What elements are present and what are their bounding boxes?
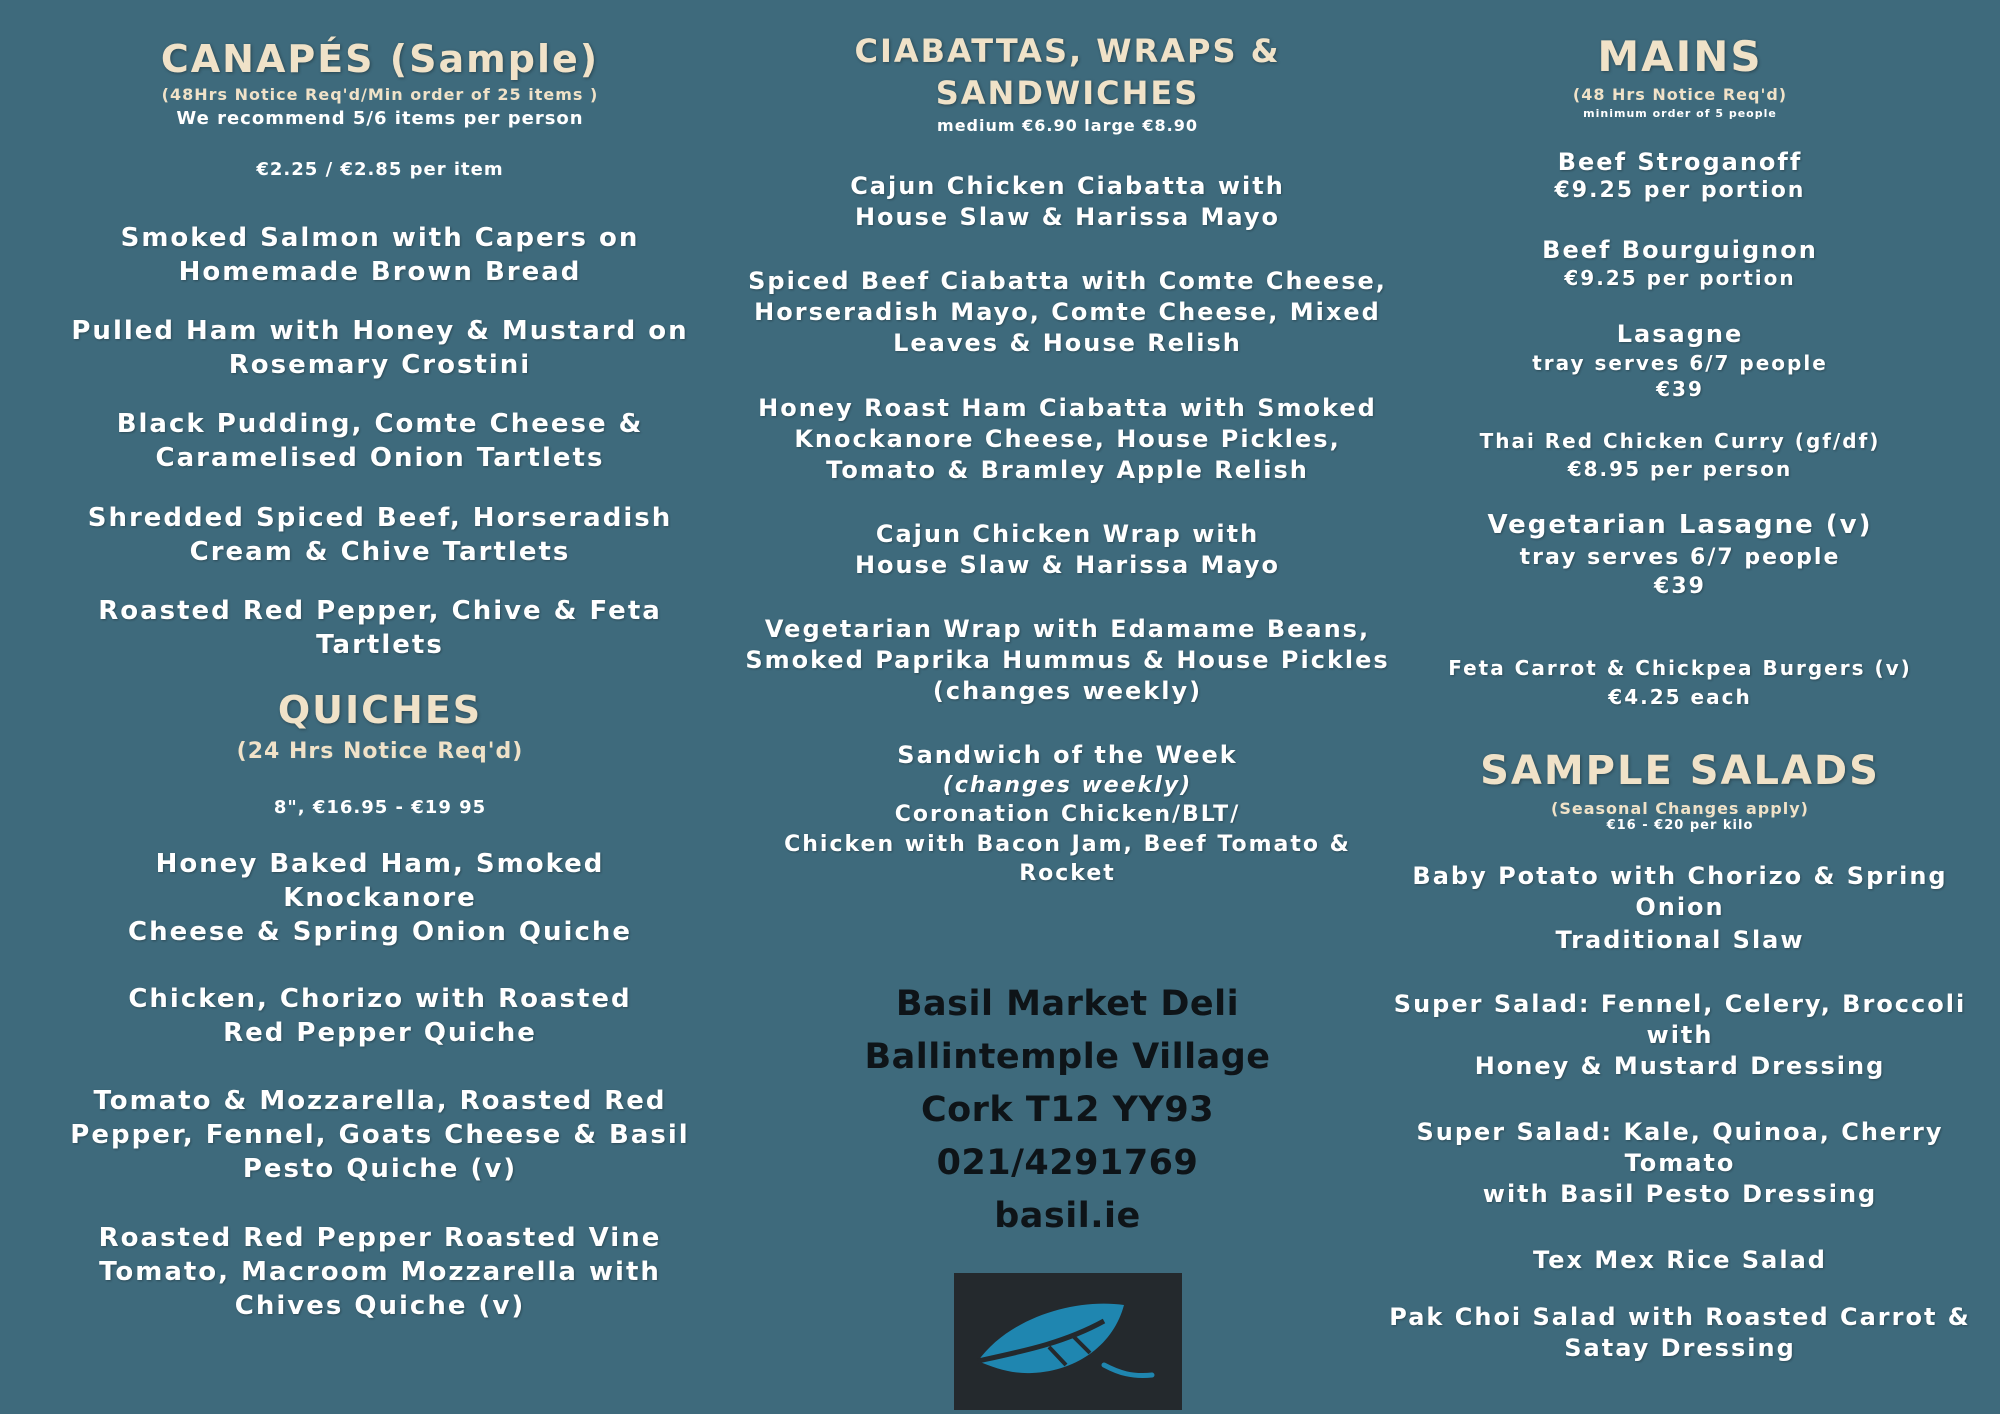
canape-item: Shredded Spiced Beef, Horseradish Cream & Chive Tartlets bbox=[87, 503, 673, 567]
sandwich-item: Honey Roast Ham Ciabatta with Smoked Knockanore Cheese, House Pickles, Tomato & Bramley Apple Relish bbox=[758, 394, 1377, 485]
sandwich-of-the-week-note: (changes weekly) bbox=[942, 773, 1193, 798]
canapes-recommend: We recommend 5/6 items per person bbox=[176, 108, 584, 129]
quiche-item: Tomato & Mozzarella, Roasted Red Pepper, Fennel, Goats Cheese & Basil Pesto Quiche (v) bbox=[70, 1086, 690, 1184]
quiche-item: Chicken, Chorizo with Roasted Red Pepper Quiche bbox=[128, 984, 632, 1048]
quiches-title: QUICHES bbox=[277, 688, 483, 732]
salads-price: €16 - €20 per kilo bbox=[1606, 818, 1754, 833]
salad-item: Tex Mex Rice Salad bbox=[1533, 1246, 1827, 1274]
ciabattas-title-line1: CIABATTAS, WRAPS & bbox=[854, 32, 1281, 70]
sandwich-item: Spiced Beef Ciabatta with Comte Cheese, Horseradish Mayo, Comte Cheese, Mixed Leaves & House Relish bbox=[748, 267, 1387, 358]
deli-phone: 021/4291769 bbox=[936, 1143, 1199, 1183]
quiche-item: Roasted Red Pepper Roasted Vine Tomato, Macroom Mozzarella with Chives Quiche (v) bbox=[98, 1223, 662, 1321]
main-item-detail: €9.25 per portion bbox=[1554, 178, 1806, 203]
deli-city: Cork T12 YY93 bbox=[920, 1090, 1215, 1130]
mains-notice: (48 Hrs Notice Req'd) bbox=[1572, 85, 1788, 104]
canape-item: Roasted Red Pepper, Chive & Feta Tartlets bbox=[98, 596, 662, 660]
canapes-price: €2.25 / €2.85 per item bbox=[256, 159, 504, 180]
sandwich-of-the-week-title: Sandwich of the Week bbox=[897, 741, 1238, 769]
deli-name: Basil Market Deli bbox=[895, 984, 1240, 1024]
quiche-item: Honey Baked Ham, Smoked Knockanore Cheese & Spring Onion Quiche bbox=[127, 849, 633, 947]
deli-area: Ballintemple Village bbox=[864, 1037, 1271, 1077]
main-item-detail: tray serves 6/7 people €39 bbox=[1519, 545, 1841, 599]
salad-item: Super Salad: Kale, Quinoa, Cherry Tomato with Basil Pesto Dressing bbox=[1416, 1118, 1944, 1209]
salad-item: Pak Choi Salad with Roasted Carrot & Satay Dressing bbox=[1389, 1303, 1971, 1363]
main-item-name: Beef Stroganoff bbox=[1557, 148, 1803, 176]
main-item-name: Thai Red Chicken Curry (gf/df) bbox=[1479, 429, 1881, 453]
basil-logo bbox=[954, 1273, 1182, 1410]
quiches-price: 8", €16.95 - €19 95 bbox=[273, 797, 487, 818]
quiches-notice: (24 Hrs Notice Req'd) bbox=[236, 739, 524, 764]
canape-item: Smoked Salmon with Capers on Homemade Brown Bread bbox=[120, 223, 640, 287]
main-item-detail: €8.95 per person bbox=[1567, 457, 1793, 481]
canape-item: Pulled Ham with Honey & Mustard on Rosemary Crostini bbox=[71, 316, 689, 380]
sandwich-item: Vegetarian Wrap with Edamame Beans, Smoked Paprika Hummus & House Pickles (changes weekly) bbox=[745, 615, 1390, 706]
mains-title: MAINS bbox=[1597, 32, 1763, 81]
ciabattas-title-line2: SANDWICHES bbox=[935, 74, 1200, 112]
main-item-name: Beef Bourguignon bbox=[1542, 236, 1818, 264]
main-item-detail: €4.25 each bbox=[1608, 685, 1752, 709]
ciabattas-prices: medium €6.90 large €8.90 bbox=[937, 116, 1198, 135]
sandwich-of-the-week-desc: Coronation Chicken/BLT/ Chicken with Bacon Jam, Beef Tomato & Rocket bbox=[784, 802, 1351, 887]
canapes-title: CANAPÉS (Sample) bbox=[160, 37, 600, 81]
main-item-name: Feta Carrot & Chickpea Burgers (v) bbox=[1448, 656, 1912, 680]
deli-contact-block bbox=[740, 978, 1395, 1243]
main-item-detail: tray serves 6/7 people €39 bbox=[1532, 351, 1828, 401]
salad-item: Traditional Slaw bbox=[1555, 926, 1805, 954]
sandwich-item: Cajun Chicken Ciabatta with House Slaw & Harissa Mayo bbox=[850, 172, 1285, 232]
salad-item: Super Salad: Fennel, Celery, Broccoli with Honey & Mustard Dressing bbox=[1393, 990, 1967, 1081]
leaf-icon bbox=[954, 1273, 1182, 1410]
salads-notice: (Seasonal Changes apply) bbox=[1551, 799, 1809, 818]
canapes-notice: (48Hrs Notice Req'd/Min order of 25 items ) bbox=[161, 85, 599, 104]
deli-website: basil.ie bbox=[994, 1196, 1141, 1236]
main-item-detail: €9.25 per portion bbox=[1564, 266, 1796, 290]
canape-item: Black Pudding, Comte Cheese & Caramelised Onion Tartlets bbox=[116, 409, 644, 473]
main-item-name: Lasagne bbox=[1616, 320, 1744, 348]
salads-title: SAMPLE SALADS bbox=[1480, 748, 1880, 794]
mains-minimum: minimum order of 5 people bbox=[1583, 107, 1777, 120]
sandwich-item: Cajun Chicken Wrap with House Slaw & Harissa Mayo bbox=[854, 520, 1281, 580]
salad-item: Baby Potato with Chorizo & Spring Onion bbox=[1412, 862, 1948, 922]
main-item-name: Vegetarian Lasagne (v) bbox=[1487, 510, 1873, 540]
